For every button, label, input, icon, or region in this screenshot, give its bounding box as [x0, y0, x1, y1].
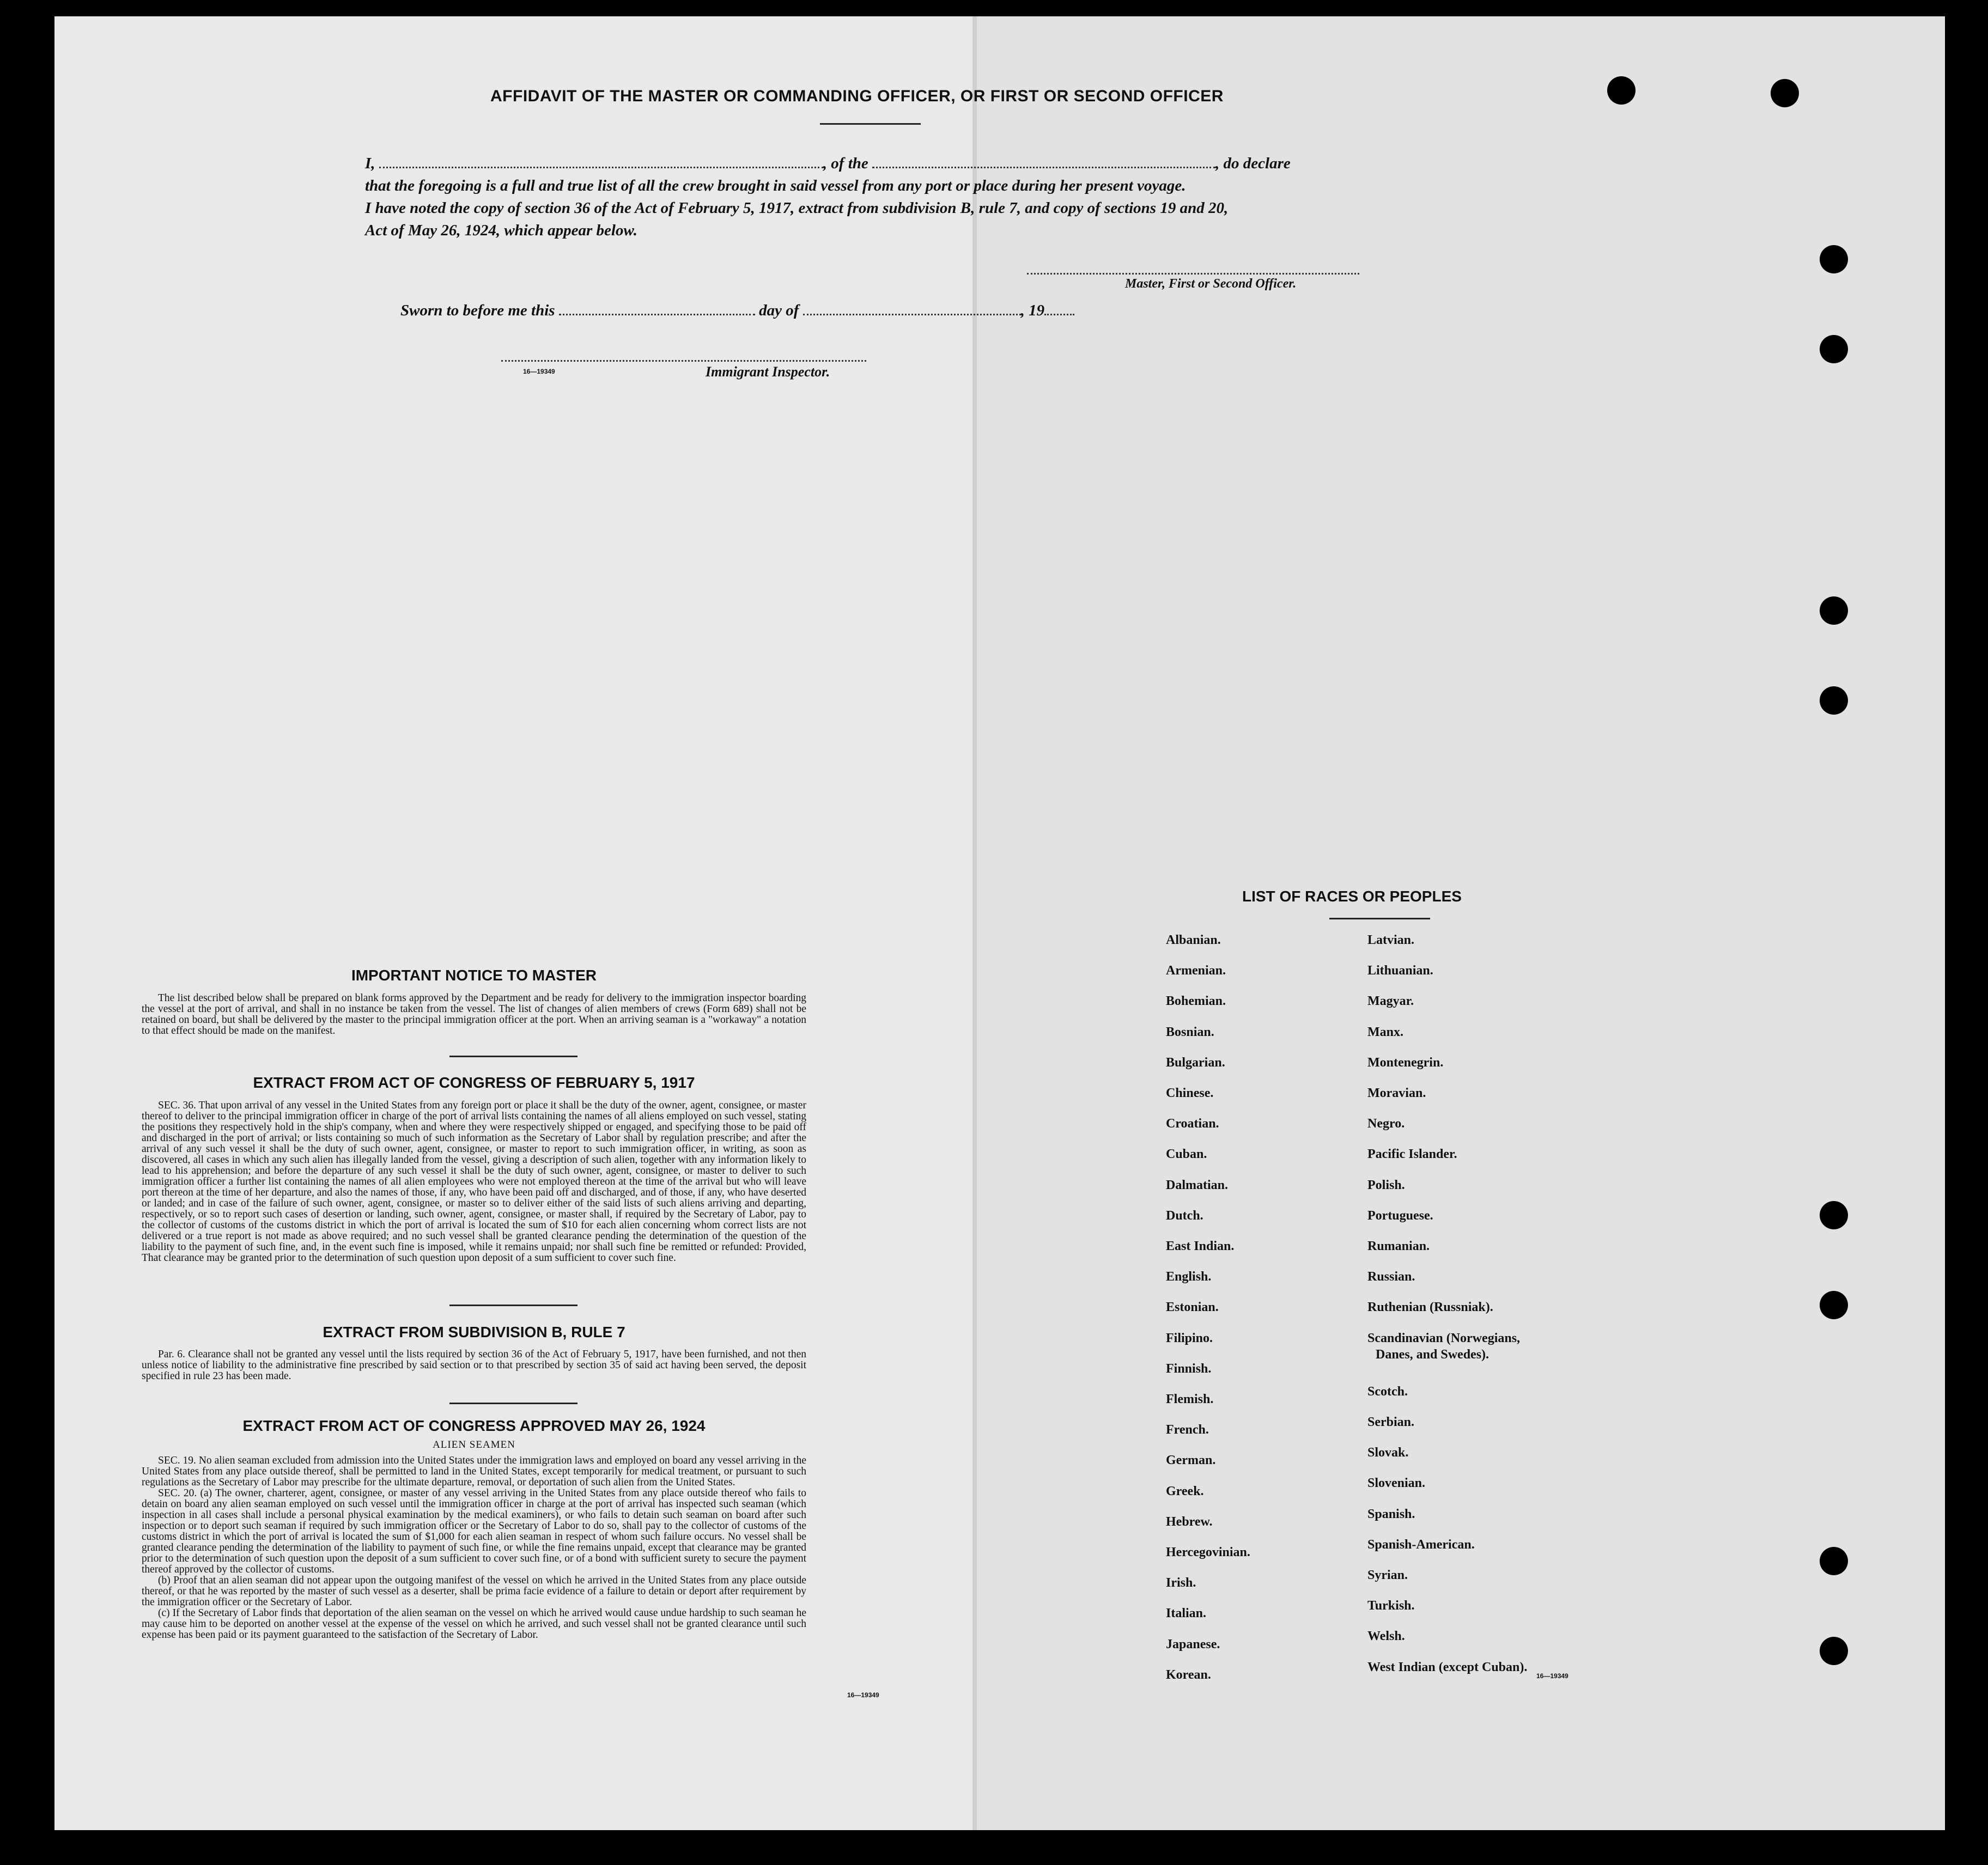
- race-item: Slovenian.: [1367, 1476, 1426, 1491]
- page-fold: [972, 16, 977, 1830]
- race-item: Japanese.: [1166, 1637, 1220, 1651]
- form-number: 16—19349: [523, 368, 555, 375]
- section-20a: SEC. 20. (a) The owner, charterer, agent, consignee, or master of any vessel arriving in the United States from any place outside thereof who fails to detain on board any alien seaman employed on such vessel until the immigration officer in charge at the port of arrival has inspected such seaman (which inspection in all cases shall include a personal physical examination by the medical examiners), or who fails to detain such seaman on board after such inspection or to deport such seaman if required by such immigration officer or the Secretary of Labor to do so, shall pay to the collector of customs of the customs district in which the port of arrival is located the sum of $1,000 for each alien seaman in respect of whom such failure occurs. No vessel shall be granted clearance pending the determination of the liability to payment of such fine, or while the fine remains unpaid, except that clearance may be granted prior to the determination of such question upon the deposit of a sum sufficient to cover such fine, or of a bond with sufficient surety to secure the payment thereof approved by the collector of customs.: [142, 1488, 806, 1575]
- race-item: Estonian.: [1166, 1300, 1219, 1315]
- punch-hole: [1820, 596, 1848, 625]
- race-item: Russian.: [1367, 1270, 1415, 1284]
- race-item: Serbian.: [1367, 1415, 1415, 1429]
- race-item: Cuban.: [1166, 1147, 1207, 1162]
- form-number: 16—19349: [847, 1691, 879, 1699]
- punch-hole: [1607, 76, 1636, 105]
- race-item: Turkish.: [1367, 1599, 1415, 1613]
- race-item: Moravian.: [1367, 1086, 1426, 1100]
- race-item: Dutch.: [1166, 1208, 1203, 1223]
- punch-hole: [1771, 79, 1799, 107]
- rule-7-text: [142, 1349, 806, 1382]
- divider: [1329, 918, 1430, 919]
- affidavit-line-1: [365, 153, 1433, 175]
- sworn-text: Sworn to before me this: [400, 302, 555, 319]
- race-item: Portuguese.: [1367, 1208, 1433, 1223]
- race-item: Italian.: [1166, 1606, 1207, 1621]
- race-item: Syrian.: [1367, 1568, 1408, 1582]
- race-item: Croatian.: [1166, 1117, 1219, 1131]
- race-item: Danes, and Swedes).: [1376, 1347, 1490, 1362]
- sworn-month-field[interactable]: [803, 314, 1021, 315]
- affidavit-line-2: that the foregoing is a full and true list of all the crew brought in said vessel from any port or place during her present voyage.: [365, 177, 1186, 194]
- race-item: Rumanian.: [1367, 1239, 1430, 1253]
- affidavit-text: , do declare: [1215, 155, 1291, 172]
- race-item: Lithuanian.: [1367, 964, 1433, 978]
- race-item: Greek.: [1166, 1484, 1204, 1498]
- race-item: Negro.: [1367, 1117, 1405, 1131]
- signature-line[interactable]: [1027, 272, 1359, 275]
- rule-7-paragraph: Par. 6. Clearance shall not be granted any vessel until the lists required by section 36 of the Act of February 5, 1917, have been furnished, and not then unless notice of liability to the administrative fine prescribed by said section or to that prescribed by section 35 of said act having been served, the deposit specified in rule 23 has been made.: [142, 1349, 806, 1382]
- affidavit-text: I,: [365, 155, 375, 172]
- section-20b: (b) Proof that an alien seaman did not appear upon the outgoing manifest of the vessel on which he arrived in the United States from any place outside thereof, or that he was reported by the master of such vessel as a deserter, shall be prima facie evidence of a failure to detain or deport after requirement by the immigration officer or the Secretary of Labor.: [142, 1575, 806, 1608]
- race-item: Latvian.: [1367, 933, 1415, 947]
- divider: [820, 123, 921, 125]
- divider: [449, 1056, 577, 1057]
- race-item: Irish.: [1166, 1576, 1196, 1590]
- race-item: Chinese.: [1166, 1086, 1214, 1100]
- race-item: Armenian.: [1166, 964, 1226, 978]
- section-19: SEC. 19. No alien seaman excluded from admission into the United States under the immigration laws and employed on board any vessel arriving in the United States from any place outside thereof, shall be permitted to land in the United States, except temporarily for medical treatment, or pursuant to such regulations as the Secretary of Labor may prescribe for the ultimate departure, removal, or deportation of such alien from the United States.: [142, 1455, 806, 1488]
- extract-1924-text: [142, 1455, 806, 1641]
- signature-label: Master, First or Second Officer.: [1125, 277, 1297, 291]
- notice-paragraph: The list described below shall be prepared on blank forms approved by the Department and be ready for delivery to the immigration inspector boarding the vessel at the port of arrival, and shall in no instance be taken from the vessel. The list of changes of alien members of crews (Form 689) shall not be retained on board, but shall be delivered by the master to the principal immigration officer at the port. When an arriving seaman is a "workaway" a notation to that effect should be made on the manifest.: [142, 992, 806, 1037]
- race-item: Spanish.: [1367, 1507, 1415, 1521]
- punch-hole: [1820, 1547, 1848, 1575]
- sworn-year-field[interactable]: [1044, 314, 1074, 315]
- sworn-line: [400, 300, 1074, 322]
- punch-hole: [1820, 1291, 1848, 1319]
- race-item: Bosnian.: [1166, 1025, 1214, 1039]
- race-item: French.: [1166, 1423, 1209, 1437]
- inspector-signature-line[interactable]: [501, 359, 866, 362]
- race-item: Scandinavian (Norwegians,: [1367, 1331, 1521, 1345]
- race-item: Flemish.: [1166, 1392, 1214, 1406]
- race-item: Ruthenian (Russniak).: [1367, 1300, 1493, 1315]
- race-item: German.: [1166, 1453, 1216, 1468]
- name-field[interactable]: [379, 167, 823, 168]
- race-item: Hercegovinian.: [1166, 1545, 1250, 1559]
- race-item: Magyar.: [1367, 994, 1414, 1009]
- race-item: Pacific Islander.: [1367, 1147, 1457, 1162]
- race-item: Filipino.: [1166, 1331, 1213, 1345]
- race-item: West Indian (except Cuban).: [1367, 1660, 1528, 1674]
- notice-text: [142, 993, 806, 1037]
- extract-1917-title: EXTRACT FROM ACT OF CONGRESS OF FEBRUARY 5, 1917: [253, 1074, 695, 1091]
- race-item: Spanish-American.: [1367, 1537, 1475, 1552]
- document-page: [54, 16, 1945, 1830]
- sworn-text: day of: [759, 302, 799, 319]
- notice-title: IMPORTANT NOTICE TO MASTER: [351, 967, 597, 984]
- race-item: Finnish.: [1166, 1361, 1212, 1376]
- affidavit-line-4: Act of May 26, 1924, which appear below.: [365, 222, 637, 239]
- race-item: East Indian.: [1166, 1239, 1235, 1253]
- race-item: Albanian.: [1166, 933, 1221, 947]
- race-item: Bohemian.: [1166, 994, 1226, 1009]
- race-item: English.: [1166, 1270, 1212, 1284]
- affidavit-title: AFFIDAVIT OF THE MASTER OR COMMANDING OFFICER, OR FIRST OR SECOND OFFICER: [490, 87, 1224, 105]
- race-item: Hebrew.: [1166, 1514, 1213, 1529]
- alien-seamen-subtitle: ALIEN SEAMEN: [433, 1439, 515, 1450]
- race-item: Manx.: [1367, 1025, 1403, 1039]
- race-item: Welsh.: [1367, 1629, 1405, 1644]
- extract-1917-text: [142, 1100, 806, 1264]
- punch-hole: [1820, 1637, 1848, 1665]
- section-20c: (c) If the Secretary of Labor finds that deportation of the alien seaman on the vessel on which he arrived would cause undue hardship to such seaman he may cause him to be deported on another vessel at the expense of the vessel on which he arrived, and such vessel shall not be granted clearance until such expense has been paid or its payment guaranteed to the satisfaction of the Secretary of Labor.: [142, 1607, 806, 1641]
- divider: [449, 1403, 577, 1404]
- vessel-field[interactable]: [872, 167, 1215, 168]
- rule-7-title: EXTRACT FROM SUBDIVISION B, RULE 7: [323, 1324, 625, 1340]
- inspector-label: Immigrant Inspector.: [706, 364, 830, 380]
- races-title: LIST OF RACES OR PEOPLES: [1242, 888, 1462, 905]
- sworn-day-field[interactable]: [559, 314, 755, 315]
- punch-hole: [1820, 686, 1848, 715]
- race-item: Polish.: [1367, 1178, 1405, 1192]
- race-item: Dalmatian.: [1166, 1178, 1228, 1192]
- affidavit-text: , of the: [823, 155, 868, 172]
- extract-1924-title: EXTRACT FROM ACT OF CONGRESS APPROVED MAY 26, 1924: [242, 1417, 706, 1434]
- race-item: Bulgarian.: [1166, 1055, 1225, 1070]
- divider: [449, 1305, 577, 1306]
- race-item: Scotch.: [1367, 1384, 1408, 1399]
- right-half-shade: [977, 16, 1945, 1830]
- race-item: Korean.: [1166, 1667, 1211, 1682]
- punch-hole: [1820, 335, 1848, 363]
- form-number: 16—19349: [1536, 1672, 1568, 1680]
- punch-hole: [1820, 1201, 1848, 1229]
- race-item: Slovak.: [1367, 1446, 1409, 1460]
- sworn-text: , 19: [1020, 302, 1045, 319]
- race-item: Montenegrin.: [1367, 1055, 1444, 1070]
- extract-1917-paragraph: SEC. 36. That upon arrival of any vessel in the United States from any foreign port or place it shall be the duty of the owner, agent, consignee, or master thereof to deliver to the principal immigration officer in charge of the port of arrival lists containing the names of all aliens employed on such vessel, stating the positions they respectively hold in the ship's company, when and where they were respectively shipped or engaged, and specifying those to be paid off and discharged in the port of arrival; or lists containing so much of such information as the Secretary of Labor shall by regulation prescribe; and after the arrival of any such vessel it shall be the duty of such owner, agent, consignee, or master to report to such immigration officer, in writing, as soon as discovered, all cases in which any such alien has illegally landed from the vessel, giving a description of such alien, together with any information likely to lead to his apprehension; and before the departure of any such vessel it shall be the duty of such owner, agent, consignee, or master to deliver to such immigration officer a further list containing the names of all alien employees who were not employed thereon at the time of the arrival but who will leave port thereon at the time of her departure, and also the names of those, if any, who have been paid off and discharged, and of those, if any, who have deserted or landed; and in case of the failure of such owner, agent, consignee, or master so to deliver either of the said lists of such aliens arriving and departing, respectively, or so to report such cases of desertion or landing, such owner, agent, consignee, or master shall, if required by the Secretary of Labor, pay to the collector of customs of the customs district in which the port of arrival is located the sum of $10 for each alien concerning whom correct lists are not delivered or a true report is not made as above required; and no such vessel shall be granted clearance pending the determination of the question of the liability to the payment of such fine, and, in the event such fine is imposed, while it remains unpaid; nor shall such fine be remitted or refunded: Provided, That clearance may be granted prior to the determination of such question upon deposit of a sum sufficient to cover such fine.: [142, 1100, 806, 1264]
- affidavit-line-3: I have noted the copy of section 36 of the Act of February 5, 1917, extract from subdivision B, rule 7, and copy of sections 19 and 20,: [365, 199, 1229, 217]
- punch-hole: [1820, 245, 1848, 273]
